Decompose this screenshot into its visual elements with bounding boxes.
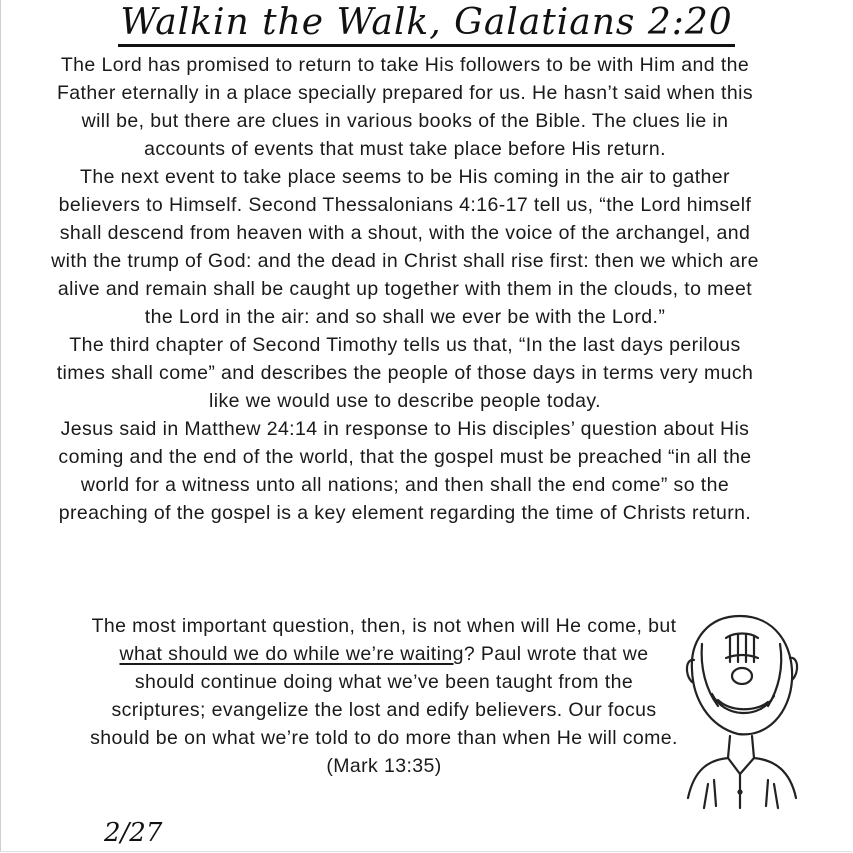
paragraph-1: The Lord has promised to return to take His followers to be with Him and the Father eternally in a place specially prepared for us. He hasn’t said when this will be, but there are clues in various books of the Bible. The clues lie in accounts of events that must take place before His return. bbox=[56, 54, 754, 160]
paragraph-5 bbox=[88, 612, 680, 780]
title-text: Walkin the Walk, Galatians 2:20 bbox=[118, 3, 734, 47]
article-body bbox=[50, 51, 760, 527]
smiling-man-sketch-icon bbox=[678, 608, 808, 818]
page-title bbox=[0, 2, 853, 47]
paragraph-3: The third chapter of Second Timothy tells us that, “In the last days perilous times shall come” and describes the people of those days in terms very much like we would use to describe people today. bbox=[56, 334, 754, 412]
closing-section bbox=[88, 612, 680, 780]
paragraph-5-rest: ? Paul wrote that we should continue doing what we’ve been taught from the scriptures; evangelize the lost and edify believers. Our focus should be on what we’re told to do more than when He will come. (Mark 13:35) bbox=[90, 643, 678, 777]
date-label: 2/27 bbox=[104, 818, 163, 848]
paragraph-4: Jesus said in Matthew 24:14 in response to His disciples’ question about His coming and the end of the world, that the gospel must be preached “in all the world for a witness unto all nations; and then shall the end come” so the preaching of the gospel is a key element regarding the time of Christs return. bbox=[58, 418, 752, 524]
paragraph-5-lead: The most important question, then, is not when will He come, but bbox=[91, 615, 677, 637]
paragraph-2: The next event to take place seems to be His coming in the air to gather believers to Himself. Second Thessalonians 4:16-17 tell us, “the Lord himself shall descend from heaven with a shout, with the voice of the archangel, and with the trump of God: and the dead in Christ shall rise first: then we which are alive and remain shall be caught up together with them in the clouds, to meet the Lord in the air: and so shall we ever be with the Lord.” bbox=[51, 166, 759, 328]
key-question-underlined: what should we do while we’re waiting bbox=[119, 643, 464, 665]
